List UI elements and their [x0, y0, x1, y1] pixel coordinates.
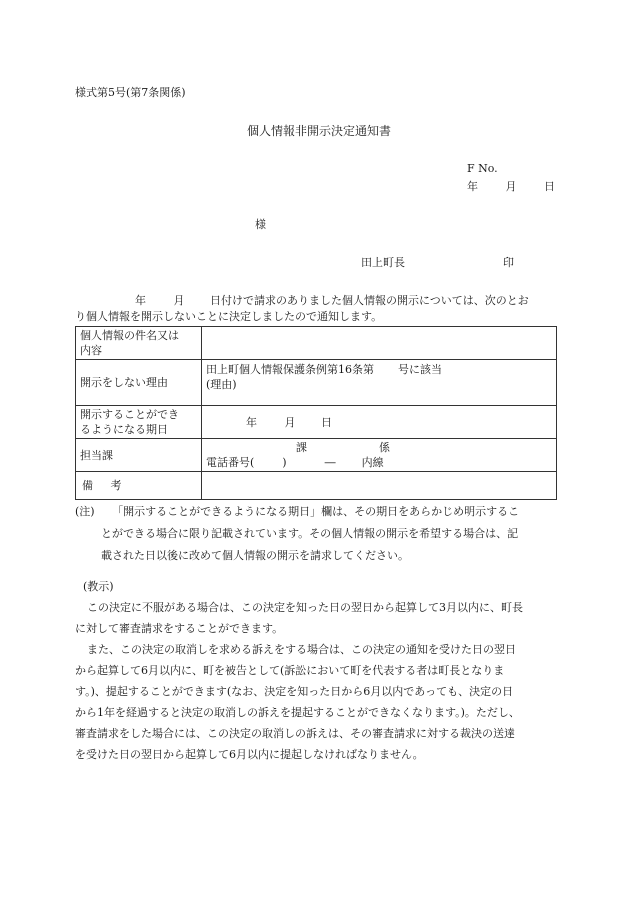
teaching-line: に対して審査請求をすることができます。: [75, 622, 284, 635]
table-row-remarks: [76, 472, 557, 500]
tel-close: ): [282, 456, 287, 469]
date-year: 年: [467, 180, 478, 193]
extension-label: 内線: [361, 456, 384, 469]
item-text: 号に該当: [398, 363, 442, 376]
table-row-department: [76, 439, 557, 472]
teaching-line: 審査請求をした場合には、この決定の取消しの訴えは、その審査請求に対する裁決の送達: [75, 727, 515, 740]
info-table: [75, 326, 557, 500]
document-number-label: F No.: [467, 162, 498, 175]
teaching-line: また、この決定の取消しを求める訴えをする場合は、この決定の通知を受けた日の翌日: [87, 643, 516, 656]
remarks-label: 備 考: [76, 472, 202, 500]
date-day: 日: [544, 180, 555, 193]
department-value: [202, 439, 557, 472]
reason-value: [202, 360, 557, 406]
reason-text: (理由): [206, 378, 237, 391]
ka-label: 課: [296, 441, 307, 454]
intro-paragraph-line2: り個人情報を開示しないことに決定しましたので通知します。: [75, 310, 383, 323]
subject-label: 個人情報の件名又は 内容: [76, 327, 202, 360]
teaching-line: す。)、提起することができます(なお、決定を知った日から6月以内であっても、決定の日: [75, 685, 514, 698]
disclosure-month: 月: [284, 415, 296, 429]
disclosure-date-value: [202, 406, 557, 439]
intro-month: 月: [173, 294, 185, 307]
table-row-disclosure-date: [76, 406, 557, 439]
teaching-line: この決定に不服がある場合は、この決定を知った日の翌日から起算して3月以内に、町長: [87, 601, 523, 614]
intro-paragraph-line1: [135, 294, 529, 308]
tel-label: 電話番号(: [206, 456, 255, 469]
table-row-reason: [76, 360, 557, 406]
intro-year: 年: [135, 294, 146, 307]
note-prefix: (注): [75, 505, 95, 518]
table-row-subject: [76, 327, 557, 360]
note-section: [75, 501, 560, 567]
subject-value: [202, 327, 557, 360]
teaching-line: から1年を経過すると決定の取消しの訴えを提起することができなくなります。)。ただし、: [75, 706, 520, 719]
date-month: 月: [505, 180, 517, 193]
teaching-section: [75, 576, 561, 765]
disclosure-day: 日: [321, 415, 332, 429]
seal-mark: 印: [503, 256, 514, 269]
disclosure-date-label: 開示することができ るようになる期日: [76, 406, 202, 439]
disclosure-year: 年: [246, 415, 257, 429]
document-date: [467, 180, 555, 194]
note-line-1: 「開示することができるようになる期日」欄は、その期日をあらかじめ明示するこ: [112, 505, 520, 518]
teaching-heading: (教示): [83, 580, 114, 593]
kakari-label: 係: [379, 441, 390, 454]
note-line-2: とができる場合に限り記載されています。その個人情報の開示を希望する場合は、記: [101, 527, 519, 540]
remarks-value: [202, 472, 557, 500]
teaching-line: を受けた日の翌日から起算して6月以内に提起しなければなりません。: [75, 748, 424, 761]
teaching-line: から起算して6月以内に、町を被告として(訴訟において町を代表する者は町長となりま: [75, 664, 505, 677]
form-number: 様式第5号(第7条関係): [75, 86, 186, 99]
recipient-suffix: 様: [255, 218, 266, 231]
tel-dash: ―: [324, 456, 336, 469]
note-line-3: 載された日以後に改めて個人情報の開示を請求してください。: [101, 549, 409, 562]
sender-name: 田上町長: [361, 256, 405, 269]
department-label: 担当課: [76, 439, 202, 472]
intro-text: 日付けで請求のありました個人情報の開示については、次のとお: [210, 294, 529, 307]
reason-label: 開示をしない理由: [76, 360, 202, 406]
ordinance-text: 田上町個人情報保護条例第16条第: [206, 363, 374, 376]
document-title: 個人情報非開示決定通知書: [247, 124, 392, 138]
